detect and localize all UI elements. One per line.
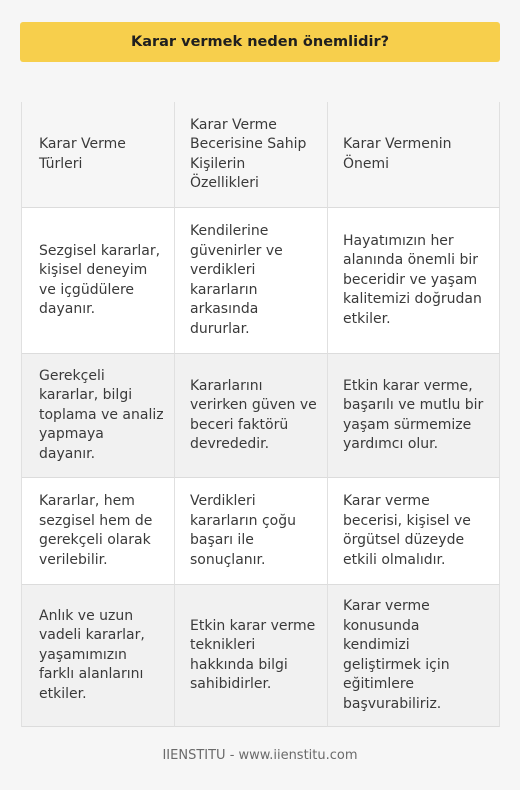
table-cell: [22, 585, 175, 727]
table-header-cell: [22, 102, 175, 208]
page-title: Karar vermek neden önemlidir?: [130, 34, 390, 50]
header-label: Karar Verme Türleri: [39, 136, 126, 172]
header-label: Karar Verme Becerisine Sahip Kişilerin Özellikleri: [190, 116, 307, 191]
table-header-cell: [328, 102, 500, 208]
header-label: Karar Vermenin Önemi: [343, 136, 452, 172]
cell-text: Kararlar, hem sezgisel hem de gerekçeli olarak verilebilir.: [39, 493, 153, 568]
cell-text: Karar verme konusunda kendimizi geliştirmek için eğitimlere başvurabiliriz.: [343, 598, 450, 712]
cell-text: Kararlarını verirken güven ve beceri faktörü devrededir.: [190, 377, 317, 452]
table-cell: [175, 208, 328, 354]
table-cell: [22, 208, 175, 354]
table-cell: [328, 585, 500, 727]
table-cell: [22, 354, 175, 478]
table-cell: [175, 585, 328, 727]
cell-text: Verdikleri kararların çoğu başarı ile sonuçlanır.: [190, 493, 296, 568]
table-cell: [175, 354, 328, 478]
table-cell: [175, 478, 328, 585]
table-cell: [22, 478, 175, 585]
footer-credit: IIENSTITU - www.iienstitu.com: [162, 748, 358, 763]
cell-text: Anlık ve uzun vadeli kararlar, yaşamımızın farklı alanlarını etkiler.: [39, 607, 145, 702]
comparison-table: [21, 102, 500, 727]
table-cell: [328, 354, 500, 478]
cell-text: Hayatımızın her alanında önemli bir beceridir ve yaşam kalitemizi doğrudan etkiler.: [343, 232, 482, 327]
table-cell: [328, 478, 500, 585]
cell-text: Gerekçeli kararlar, bilgi toplama ve analiz yapmaya dayanır.: [39, 367, 164, 462]
cell-text: Kendilerine güvenirler ve verdikleri kararların arkasında dururlar.: [190, 223, 283, 337]
table-header-cell: [175, 102, 328, 208]
title-banner: [20, 22, 500, 62]
cell-text: Sezgisel kararlar, kişisel deneyim ve içgüdülere dayanır.: [39, 242, 161, 317]
cell-text: Etkin karar verme, başarılı ve mutlu bir yaşam sürmemize yardımcı olur.: [343, 377, 484, 452]
table-cell: [328, 208, 500, 354]
cell-text: Karar verme becerisi, kişisel ve örgütsel düzeyde etkili olmalıdır.: [343, 493, 471, 568]
cell-text: Etkin karar verme teknikleri hakkında bilgi sahibidirler.: [190, 617, 316, 692]
